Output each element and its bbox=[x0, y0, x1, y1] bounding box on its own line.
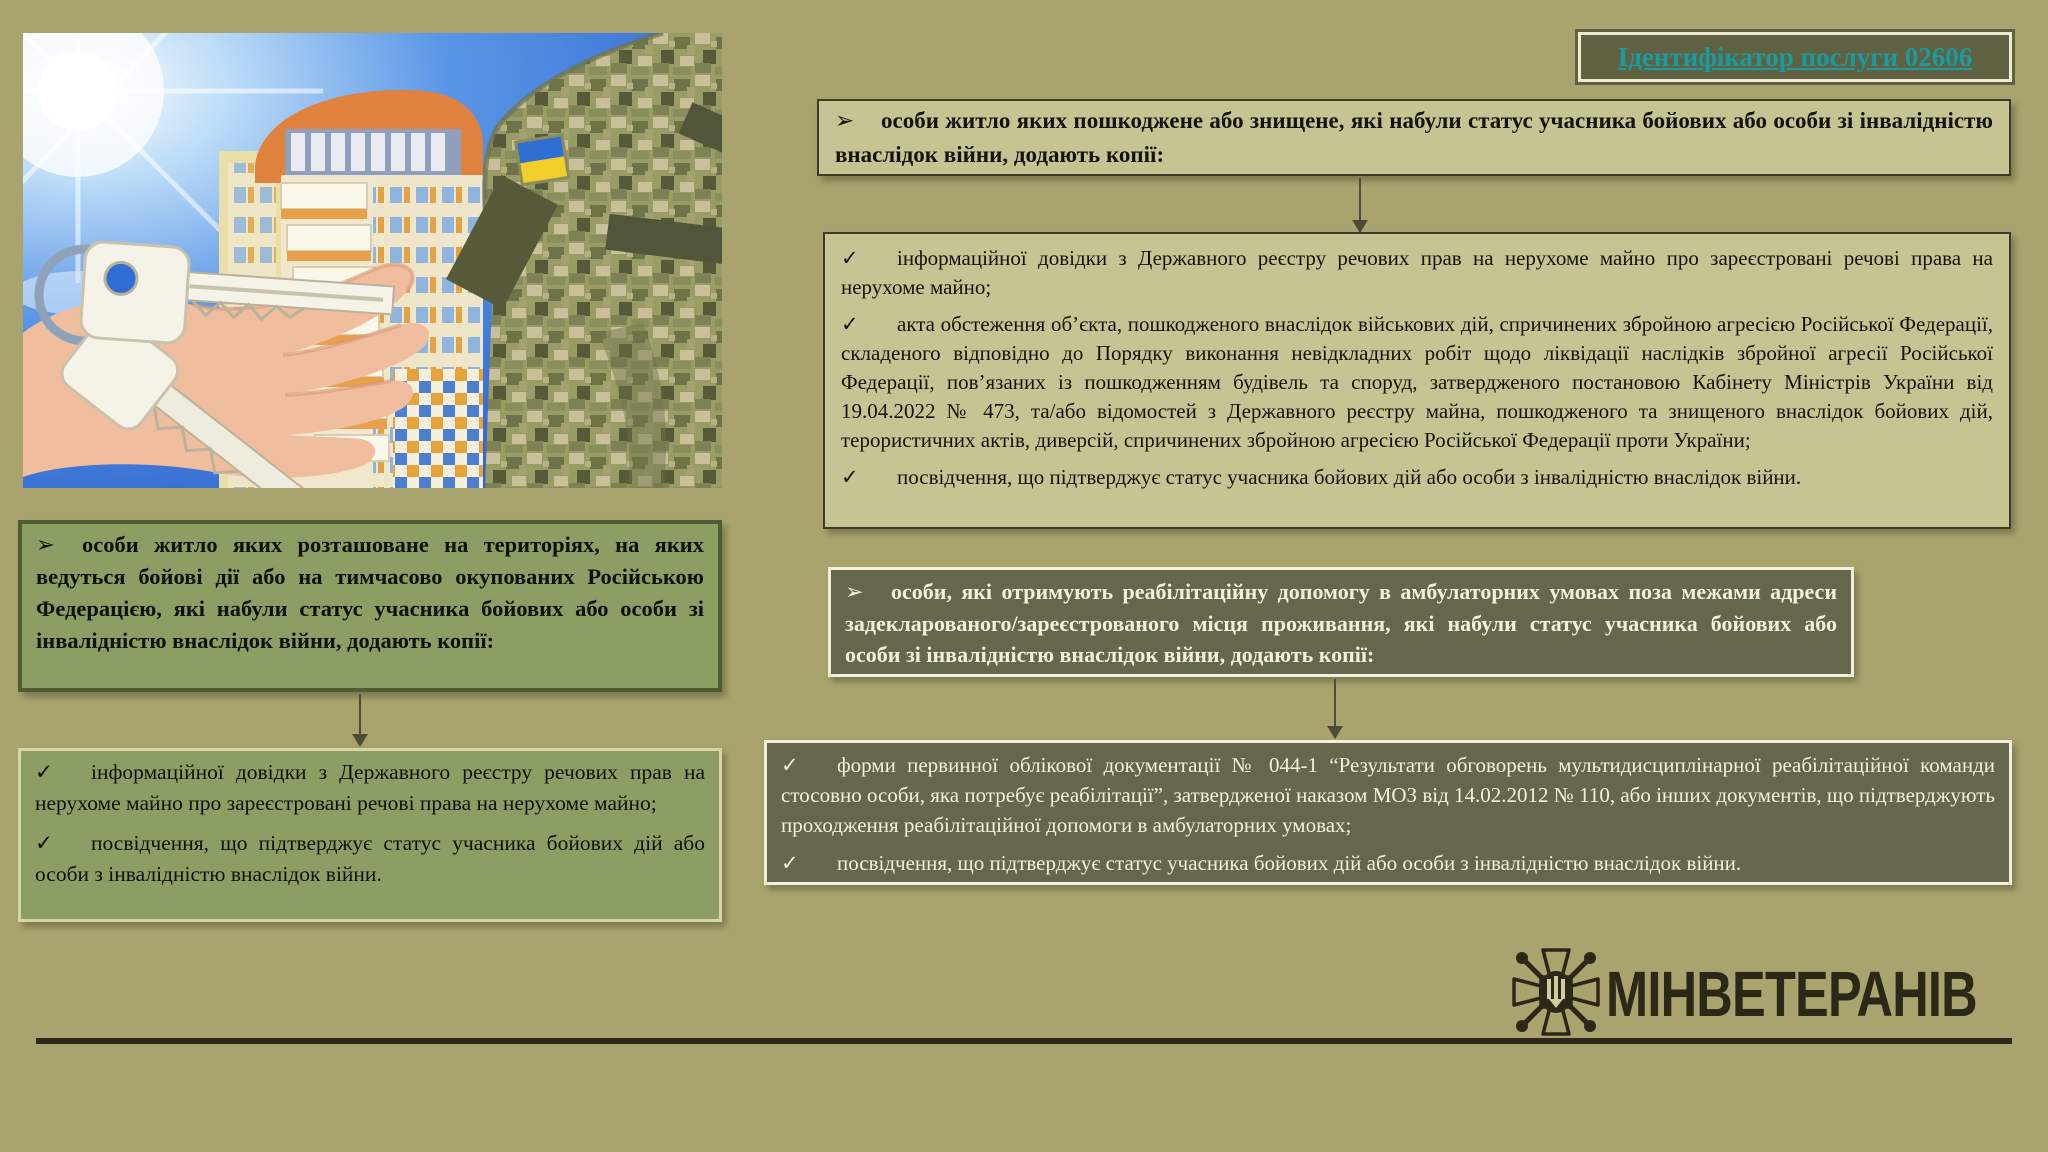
pointer-bullet-icon: ➢ bbox=[845, 580, 864, 605]
sun-core bbox=[38, 51, 118, 131]
details-rehabilitation bbox=[764, 740, 2012, 885]
list-item bbox=[35, 757, 705, 818]
heading-occupied-territories bbox=[18, 520, 722, 692]
list-item bbox=[841, 310, 1993, 455]
list-item-text: посвідчення, що підтверджує статус учасника бойових дій або особи з інвалідністю внаслідок війни. bbox=[35, 831, 705, 886]
list-item-text: інформаційної довідки з Державного реєстру речових прав на нерухоме майно про зареєстровані речові права на нерухоме майно; bbox=[841, 246, 1993, 299]
connector-arrow bbox=[1359, 178, 1361, 232]
list-item-text: акта обстеження об’єкта, пошкодженого внаслідок військових дій, спричинених збройною агресією Російської Федерації, складеного відповідно до Порядку виконання невідкладних робіт щодо ліквідації наслідків збройної агресії Російської Федерації, пов’язаних із пошкодженням будівель та споруд, затвердженого постановою Кабінету Міністрів України від 19.04.2022 № 473, та/або відомостей з Державного реєстру майна, пошкодженого та знищеного внаслідок бойових дій, терористичних актів, диверсій, спричинених збройною агресією Російської Федерації проти України; bbox=[841, 312, 1993, 452]
check-bullet-icon: ✓ bbox=[781, 851, 799, 875]
heading-text: особи житло яких пошкоджене або знищене, які набули статус учасника бойових або особи зі інвалідністю внаслідок війни, додають копії: bbox=[835, 108, 1993, 167]
minveterans-logo-text: МІНВЕТЕРАНІВ bbox=[1606, 958, 1977, 1030]
connector-arrow bbox=[1334, 679, 1336, 738]
footer-divider bbox=[36, 1038, 2012, 1044]
ukraine-flag-patch bbox=[514, 133, 571, 186]
heading-rehabilitation bbox=[828, 567, 1854, 677]
check-bullet-icon: ✓ bbox=[841, 312, 859, 336]
connector-arrow bbox=[359, 694, 361, 746]
list-item bbox=[841, 463, 1993, 492]
list-item-text: посвідчення, що підтверджує статус учасника бойових дій або особи з інвалідністю внаслідок війни. bbox=[837, 851, 1742, 875]
heading-text: особи, які отримують реабілітаційну допомогу в амбулаторних умовах поза межами адреси задекларованого/зареєстрованого місця проживання, які набули статус учасника бойових або особи зі інвалідністю внаслідок війни, додають копії: bbox=[845, 579, 1837, 667]
service-identifier-badge bbox=[1578, 32, 2012, 82]
list-item-text: посвідчення, що підтверджує статус учасника бойових дій або особи з інвалідністю внаслідок війни. bbox=[897, 465, 1802, 489]
photo-hand-keys-building-soldier bbox=[23, 33, 722, 488]
service-identifier-link[interactable]: Ідентифікатор послуги 02606 bbox=[1617, 41, 1973, 72]
heading-text: особи житло яких розташоване на територіях, на яких ведуться бойові дії або на тимчасово окупованих Російською Федерацією, які набули статус учасника бойових або особи зі інвалідністю внаслідок війни, додають копії: bbox=[36, 532, 704, 653]
details-damaged-housing bbox=[823, 232, 2011, 529]
list-item bbox=[781, 750, 1995, 840]
pointer-bullet-icon: ➢ bbox=[835, 108, 855, 134]
check-bullet-icon: ✓ bbox=[841, 246, 859, 270]
list-item bbox=[841, 244, 1993, 302]
minveterans-emblem-icon bbox=[1510, 946, 1602, 1038]
check-bullet-icon: ✓ bbox=[35, 760, 54, 785]
pointer-bullet-icon: ➢ bbox=[36, 532, 55, 558]
check-bullet-icon: ✓ bbox=[841, 465, 859, 489]
details-occupied-territories bbox=[18, 748, 722, 922]
check-bullet-icon: ✓ bbox=[781, 753, 799, 777]
list-item-text: форми первинної облікової документації № 044-1 “Результати обговорень мультидисциплінарної реабілітаційної команди стосовно особи, яка потребує реабілітації”, затвердженої наказом МОЗ від 14.02.2012 № 110, або інших документів, що підтверджують проходження реабілітаційної допомоги в амбулаторних умовах; bbox=[781, 753, 1995, 837]
list-item bbox=[35, 828, 705, 889]
list-item bbox=[781, 848, 1995, 878]
check-bullet-icon: ✓ bbox=[35, 831, 54, 856]
list-item-text: інформаційної довідки з Державного реєстру речових прав на нерухоме майно про зареєстровані речові права на нерухоме майно; bbox=[35, 760, 705, 815]
heading-damaged-housing bbox=[817, 99, 2011, 176]
